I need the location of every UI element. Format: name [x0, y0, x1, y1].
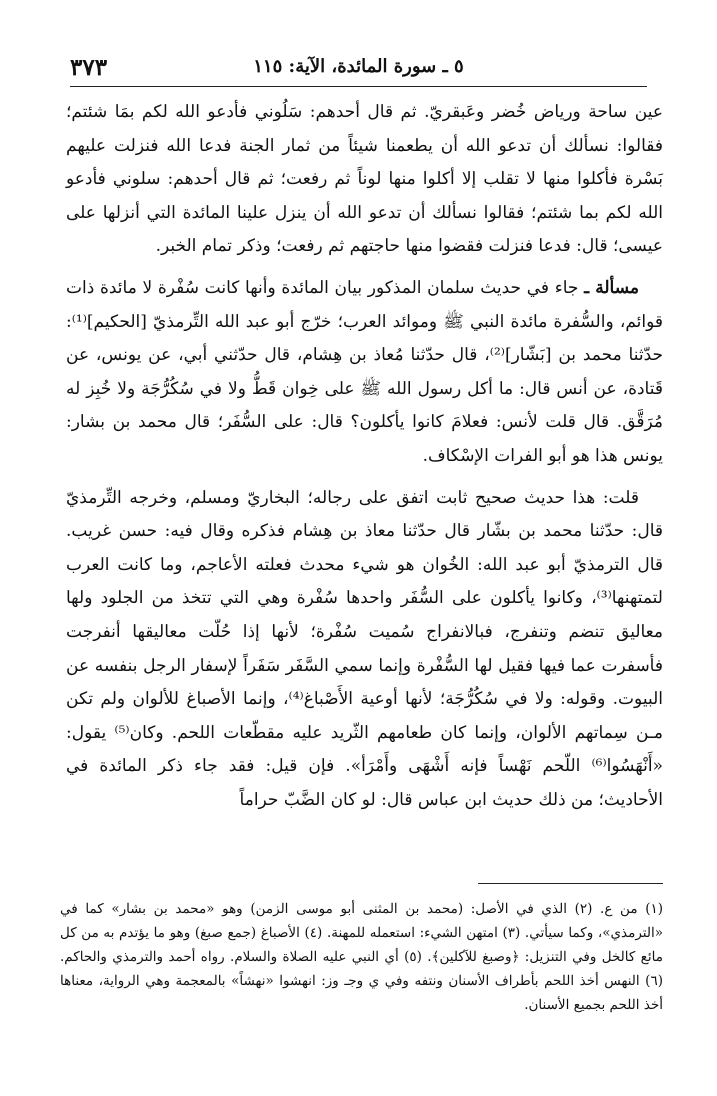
paragraph-2	[66, 272, 663, 474]
main-text	[66, 96, 663, 825]
paragraph-3: قلت: هذا حديث صحيح ثابت اتفق على رجاله؛ البخاريّ ومسلم، وخرجه التِّرمذيّ قال: حدّثنا محمد بن بشّار قال حدّثنا معاذ بن هِشام فذكره وقال فيه: حسن غريب. قال الترمذيّ أبو عبد الله: الخُوان هو شيء محدث فعلته الأعاجم، وما كانت العرب لتمتهنها⁽³⁾، وكانوا يأكلون على السُّفَر واحدها سُفْرة وهي التي تتخذ من الجلود ولها معاليق تنضم وتنفرج، فبالانفراج سُميت سُفْرة؛ لأنها إذا حُلّت معاليقها أنفرجت فأسفرت عما فيها فقيل لها السُّفْرة وإنما سمي السَّفَر سَفَراً لإسفار الرجل بنفسه عن البيوت. وقوله: ولا في سُكُرُّجَة؛ لأنها أوعية الأَصْباغ⁽⁴⁾، وإنما الأصباغ للألوان ولم تكن مـن سِماتهم الألوان، وإنما كان طعامهم الثّريد عليه مقطّعات اللحم. وكان⁽⁵⁾ يقول: «أَنْهَسُوا⁽⁶⁾ اللّحم نَهْساً فإنه أَشْهَى وأَمْرَأ». فإن قيل: فقد جاء ذكر المائدة في الأحاديث؛ من ذلك حديث ابن عباس قال: لو كان الضَّبّ حراماً	[66, 487, 663, 810]
paragraph-1: عين ساحة ورياض خُضر وعَبقريّ. ثم قال أحدهم: سَلُوني فأدعو الله لكم بمَا شئتم؛ فقالوا: نسألك أن تدعو الله أن يطعمنا شيئاً من ثمار الجنة فدعا الله فنزلت عليهم بَسْرة فأكلوا منها لا تقلب إلا أكلوا منها لوناً ثم رفعت؛ ثم قال أحدهم: سلوني فأدعو الله لكم بما شئتم؛ فقالوا نسألك أن تدعو الله أن ينزل علينا المائدة التي أنزلها على عيسى؛ قال: فدعا فنزلت فقضوا منها حاجتهم ثم رفعت؛ وذكر تمام الخبر.	[66, 102, 663, 257]
footnotes	[60, 897, 663, 1017]
footnote-divider	[478, 883, 663, 884]
page-number: ٣٧٣	[70, 54, 108, 81]
footnote-text: (١) من ع. (٢) الذي في الأصل: (محمد بن المثنى أبو موسى الزمن) وهو «محمد بن بشار» كما في «الترمذي»، وكما سيأتي. (٣) امتهن الشيء: استعمله للمهنة. (٤) الأصباغ (جمع صبغ) وهو ما يؤتدم به من كل مائع كالخل وفي التنزيل: ﴿وصبغ للآكلين﴾. (٥) أي النبي عليه الصلاة والسلام. رواه أحمد والترمذي والحاكم. (٦) النهس أخذ اللحم بأطراف الأسنان ونتفه وفي ي وجـ وز: انهشوا «نهشاً» بالمعجمة وهي الرواية، معناها أخذ اللحم بجميع الأسنان.	[60, 901, 664, 1013]
running-title: ٥ ـ سورة المائدة، الآية: ١١٥	[253, 56, 464, 77]
issue-heading: مسألة ـ	[584, 277, 639, 298]
page-header	[70, 52, 647, 87]
paragraph-2-text: جاء في حديث سلمان المذكور بيان المائدة وأنها كانت سُفْرة لا مائدة ذات قوائم، والسُّفرة مائدة النبي ﷺ وموائد العرب؛ خرّج أبو عبد الله التِّرمذيّ [الحكيم]⁽¹⁾: حدّثنا محمد بن [بَشّار]⁽²⁾، قال حدّثنا مُعاذ بن هِشام، قال حدّثني أبي، عن يونس، عن قَتادة، عن أنس قال: ما أكل رسول الله ﷺ على خِوان قَطُّ ولا في سُكُرُّجَة ولا خُبِز له مُرَقَّق. قال قلت لأنس: فعلامَ كانوا يأكلون؟ قال: على السُّفَر؛ قال محمد بن بشار: يونس هذا هو أبو الفرات الإسْكاف.	[66, 277, 663, 466]
